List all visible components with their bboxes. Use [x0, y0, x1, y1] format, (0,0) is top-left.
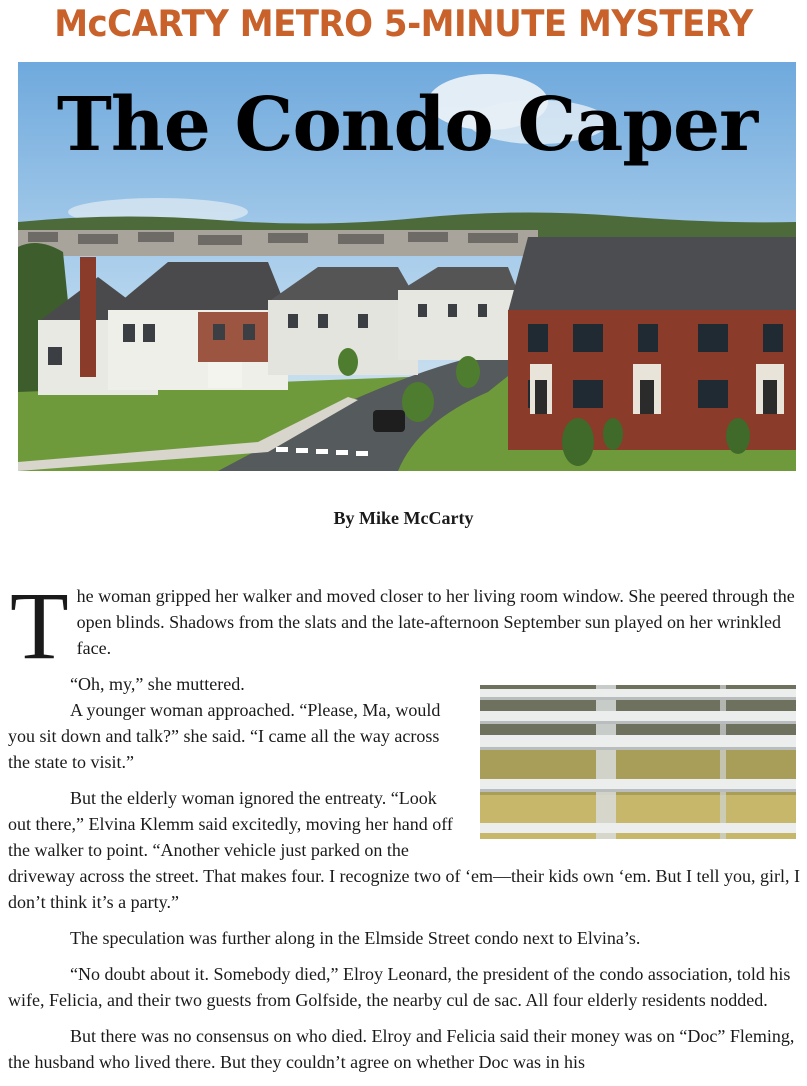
hero-image	[18, 62, 796, 471]
paragraph-2: “Oh, my,” she muttered.	[70, 674, 245, 694]
paragraph-7: But there was no consensus on who died. Elroy and Felicia said their money was on “Doc” Fleming, the husband who lived there. But they couldn’t agree on whether Doc was in his	[8, 1026, 795, 1072]
paragraph-3: A younger woman approached. “Please, Ma, would you sit down and talk?” she said. “I came all the way across the state to visit.”	[8, 700, 441, 772]
paragraph-4: But the elderly woman ignored the entreaty. “Look out there,” Elvina Klemm said excitedly, moving her hand off the walker to point. “Another vehicle just parked on the driveway across the street. That makes four. I recognize two of ‘em—their kids own ‘em. But I tell you, girl, I don’t think it’s a party.”	[8, 788, 800, 912]
hero-title: The Condo Caper	[56, 82, 758, 168]
drop-cap: T	[10, 572, 69, 679]
paragraph-5: The speculation was further along in the Elmside Street condo next to Elvina’s.	[70, 928, 641, 948]
paragraph-1: he woman gripped her walker and moved closer to her living room window. She peered through the open blinds. Shadows from the slats and the late-afternoon September sun played on her wrinkled face.	[76, 586, 795, 658]
byline: By Mike McCarty	[333, 508, 474, 528]
series-title: McCARTY METRO 5-MINUTE MYSTERY	[54, 2, 753, 46]
window-blinds-photo-icon	[480, 685, 796, 839]
paragraph-6: “No doubt about it. Somebody died,” Elroy Leonard, the president of the condo association, told his wife, Felicia, and their two guests from Golfside, the nearby cul de sac. All four elderly residents nodded.	[8, 964, 791, 1010]
article-body	[8, 572, 800, 1075]
